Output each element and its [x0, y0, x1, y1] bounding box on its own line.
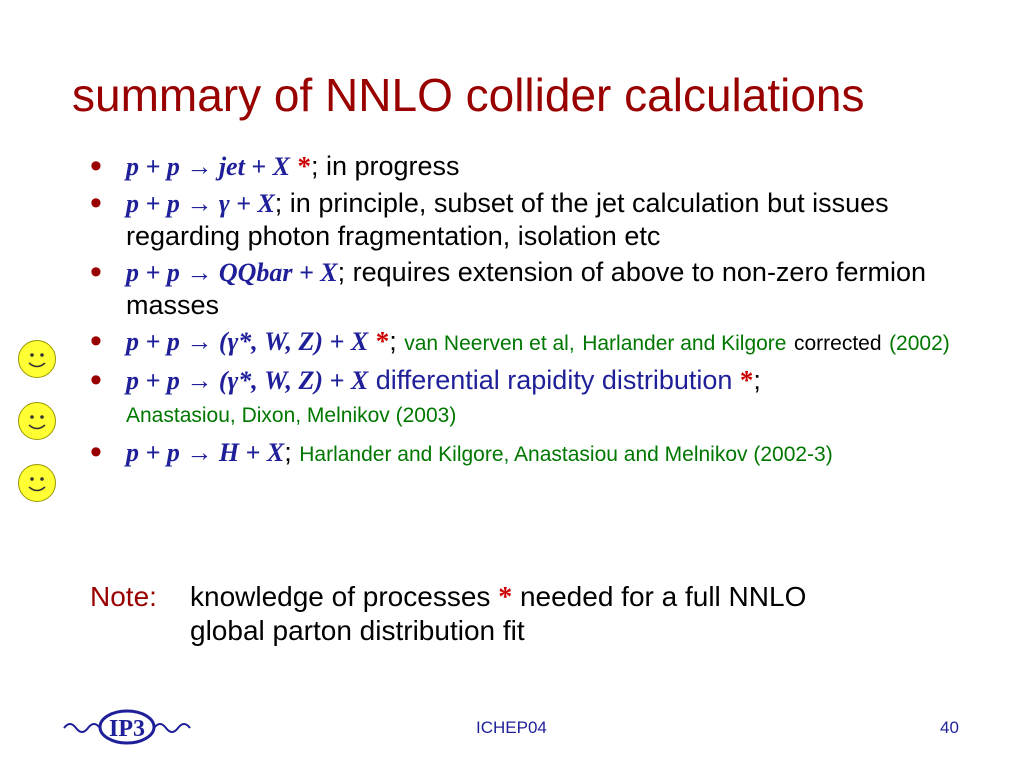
star-marker: * [498, 582, 513, 613]
bullet-item [90, 253, 990, 321]
star-marker: * [297, 151, 311, 181]
note [90, 580, 806, 647]
logo-text: IP3 [109, 716, 145, 742]
star-marker: * [739, 365, 754, 395]
bullet-item [90, 147, 990, 185]
smiley-icon [18, 464, 56, 502]
process-formula: p + p → (γ*, W, Z) + X [126, 366, 369, 395]
bullet-dot: • [90, 147, 102, 185]
note-label: Note: [90, 581, 157, 612]
process-formula: p + p → QQbar + X [126, 258, 338, 287]
reference-year: (2002) [889, 332, 950, 355]
note-text: knowledge of processes [190, 581, 491, 612]
slide-title: summary of NNLO collider calculations [72, 69, 865, 121]
bullet-item [90, 433, 990, 471]
footer-center: ICHEP04 [476, 718, 547, 737]
bullet-item [90, 361, 990, 432]
bullet-text: ; in principle, subset of the jet calculation but issues regarding photon fragmentation, isolation etc [126, 188, 889, 251]
bullet-dot: • [90, 322, 102, 360]
bullet-list [90, 147, 990, 475]
reference: van Neerven et al, [404, 332, 575, 355]
bullet-dot: • [90, 361, 102, 399]
process-formula: p + p → H + X [126, 438, 285, 467]
bullet-text: differential rapidity distribution [375, 365, 733, 395]
smiley-icon [18, 340, 56, 378]
star-marker: * [375, 326, 390, 356]
bullet-item [90, 322, 990, 360]
bullet-text: ; requires extension of above to non-zero fermion masses [126, 257, 926, 320]
note-text: needed for a full NNLO [519, 581, 807, 612]
reference: Harlander and Kilgore [582, 332, 787, 355]
bullet-dot: • [90, 253, 102, 291]
separator: ; [389, 326, 397, 356]
reference-note: corrected [794, 332, 882, 355]
bullet-dot: • [90, 184, 102, 222]
bullet-item [90, 184, 990, 252]
smiley-icon [18, 402, 56, 440]
bullet-dot: • [90, 433, 102, 471]
process-formula: p + p → (γ*, W, Z) + X [126, 327, 369, 356]
separator: ; [284, 437, 292, 467]
page-number: 40 [940, 718, 959, 737]
process-formula: p + p → jet + X [126, 152, 290, 181]
reference: Anastasiou, Dixon, Melnikov (2003) [126, 404, 457, 427]
separator: ; [753, 365, 761, 395]
note-text: global parton distribution fit [190, 615, 525, 646]
bullet-text: ; in progress [310, 151, 460, 181]
reference: Harlander and Kilgore, Anastasiou and Melnikov (2002-3) [299, 443, 833, 466]
ip3-logo [62, 706, 192, 748]
process-formula: p + p → γ + X [126, 189, 275, 218]
